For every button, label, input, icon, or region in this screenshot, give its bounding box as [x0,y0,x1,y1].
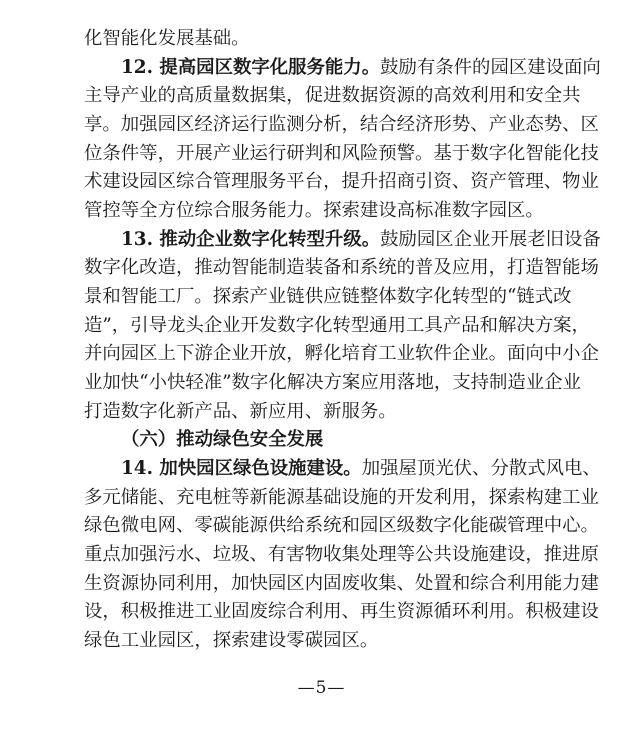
paragraph-line: 造”，引导龙头企业开发数字化转型通用工具产品和解决方案， [84,314,590,336]
paragraph-line: 享。加强园区经济运行监测分析，结合经济形势、产业态势、区 [84,114,599,135]
paragraph-line: 主导产业的高质量数据集，促进数据资源的高效利用和安全共 [84,85,581,107]
paragraph-line: 绿色工业园区，探索建设零碳园区。 [84,630,379,651]
page-number: —5— [297,678,346,698]
paragraph-line: 打造数字化新产品、新应用、新服务。 [84,400,397,422]
paragraph-line: 数字化改造，推动智能制造装备和系统的普及应用，打造智能场 [84,257,599,279]
paragraph-14-heading-line: 14. 加快园区绿色设施建设。加强屋顶光伏、分散式风电、 [121,458,601,479]
paragraph-line: 多元储能、充电桩等新能源基础设施的开发利用，探索构建工业 [84,486,599,508]
paragraph-line: 景和智能工厂。探索产业链供应链整体数字化转型的“链式改 [84,286,572,307]
paragraph-13-heading-line: 13. 推动企业数字化转型升级。鼓励园区企业开展老旧设备 [121,228,601,250]
paragraph-line: 并向园区上下游企业开放，孵化培育工业软件企业。面向中小企 [84,343,599,365]
paragraph-line: 术建设园区综合管理服务平台，提升招商引资、资产管理、物业 [84,171,599,193]
paragraph-line: 位条件等，开展产业运行研判和风险预警。基于数字化智能化技 [84,142,599,164]
section-14-title: 14. 加快园区绿色设施建设。 [121,458,362,479]
paragraph-line: 设，积极推进工业固废综合利用、再生资源循环利用。积极建设 [84,601,599,623]
section-6-heading: （六）推动绿色安全发展 [121,429,324,451]
section-12-title: 12. 提高园区数字化服务能力。 [121,56,381,78]
paragraph-line: 化智能化发展基础。 [84,28,250,49]
paragraph-line: 生资源协同利用，加快园区内固废收集、处置和综合利用能力建 [84,572,599,594]
section-13-title: 13. 推动企业数字化转型升级。 [121,228,381,250]
paragraph-12-heading-line: 12. 提高园区数字化服务能力。鼓励有条件的园区建设面向 [121,56,601,78]
paragraph-line: 绿色微电网、零碳能源供给系统和园区级数字化能碳管理中心。 [84,515,599,537]
paragraph-line: 管控等全方位综合服务能力。探索建设高标准数字园区。 [84,200,544,221]
paragraph-line: 业加快“小快轻准”数字化解决方案应用落地，支持制造业企业 [84,372,581,393]
paragraph-line: 重点加强污水、垃圾、有害物收集处理等公共设施建设，推进原 [84,544,599,565]
